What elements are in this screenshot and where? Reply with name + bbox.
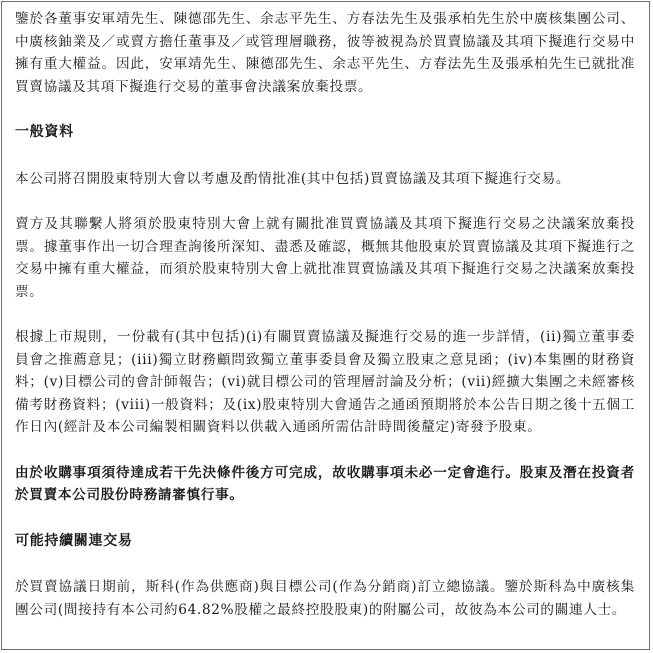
- heading-general-information: 一般資料: [15, 124, 74, 140]
- heading-continuing-connected-transactions: 可能持續關連交易: [15, 532, 133, 549]
- paragraph-caution-warning: 由於收購事項須待達成若干先決條件後方可完成，故收購事項未必一定會進行。股東及潛在投資者於買賣本公司股份時務請審慎行事。: [15, 464, 635, 503]
- paragraph-director-abstention: 鑒於各董事安軍靖先生、陳德邵先生、余志平先生、方春法先生及張承柏先生於中廣核集團公司、中廣核鈾業及／或賣方擔任董事及／或管理層職務，彼等被視為於買賣協議及其項下擬進行交易中擁有重大權益。因此，安軍靖先生、陳德邵先生、余志平先生、方春法先生及張承柏先生已就批准買賣協議及其項下擬進行交易的董事會決議案放棄投票。: [15, 11, 635, 95]
- paragraph-master-agreement: 於買賣協議日期前，斯科(作為供應商)與目標公司(作為分銷商)訂立總協議。鑒於斯科為中廣核集團公司(間接持有本公司約64.82%股權之最終控股股東)的附屬公司，故彼為本公司的關連人士。: [15, 579, 635, 618]
- document-page: [1, 1, 650, 650]
- paragraph-circular: 根據上市規則，一份載有(其中包括)(i)有關買賣協議及擬進行交易的進一步詳情，(ii)獨立董事委員會之推薦意見；(iii)獨立財務顧問致獨立董事委員會及獨立股東之意見函；(iv)本集團的財務資料；(v)目標公司的會計師報告；(vi)就目標公司的管理層討論及分析；(vii)經擴大集團之未經審核備考財務資料；(viii)一般資料；及(ix)股東特別大會通告之通函預期將於本公告日期之後十五個工作日內(經計及本公司編製相關資料以供載入通函所需估計時間後釐定)寄發予股東。: [15, 329, 635, 435]
- paragraph-egm: 本公司將召開股東特別大會以考慮及酌情批准(其中包括)買賣協議及其項下擬進行交易。: [15, 170, 571, 187]
- paragraph-vendor-abstention: 賣方及其聯繫人將須於股東特別大會上就有關批准買賣協議及其項下擬進行交易之決議案放棄投票。據董事作出一切合理查詢後所深知、盡悉及確認，概無其他股東於買賣協議及其項下擬進行之交易中擁有重大權益，而須於股東特別大會上就批准買賣協議及其項下擬進行交易之決議案放棄投票。: [15, 216, 635, 300]
